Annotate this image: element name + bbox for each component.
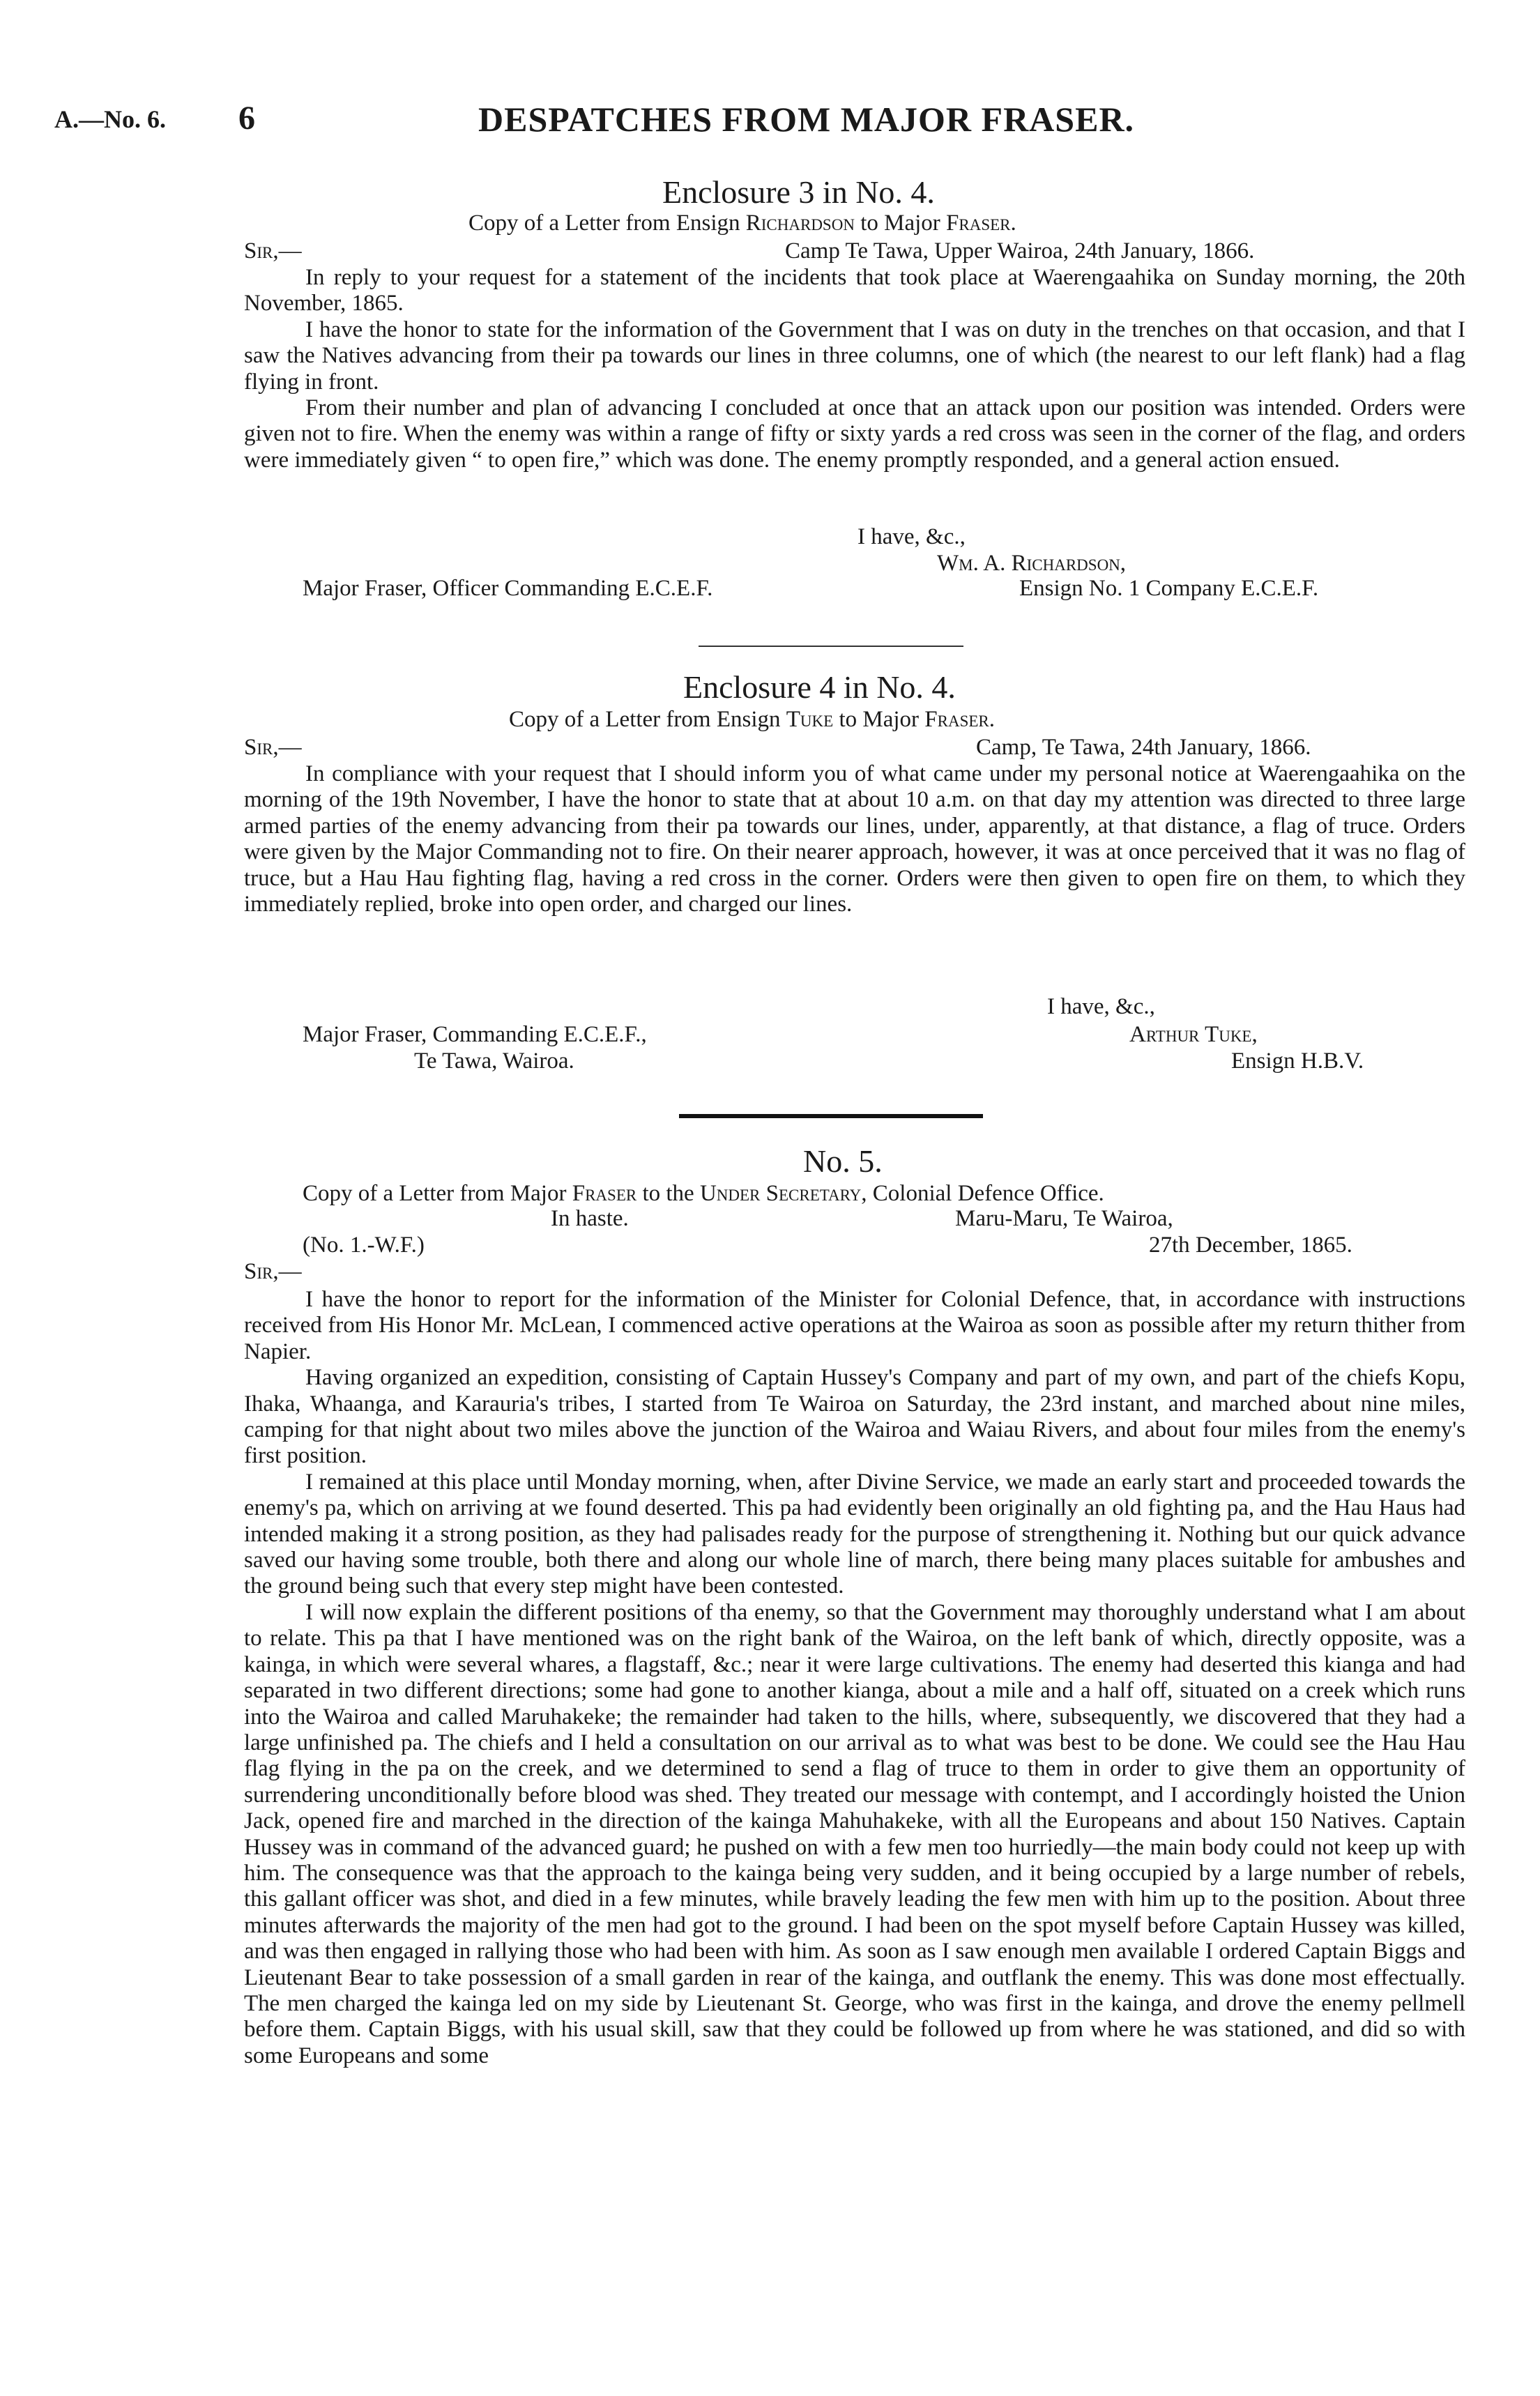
section-divider: [699, 646, 963, 647]
paragraph: I have the honor to state for the information of the Government that I was on duty in the trenches on that occasion, and that I saw the Natives advancing from their pa towards our lines in three columns, one of which (the nearest to our left flank) had a flag flying in front.: [244, 316, 1465, 395]
date: 27th December, 1865.: [1149, 1233, 1352, 1258]
reference-number: (No. 1.-W.F.): [303, 1233, 425, 1258]
enclosure-4-subheading: Copy of a Letter from Ensign Tuke to Major Fraser.: [509, 707, 996, 732]
enclosure-3-heading: Enclosure 3 in No. 4.: [662, 174, 935, 210]
paragraph: In compliance with your request that I should inform you of what came under my personal notice at Waerengaahika on the morning of the 19th November, I have the honor to state that at about 10 a.m. on that day my attention was directed to three large armed parties of the enemy advancing from their pa towards our lines, under, apparently, at that distance, a flag of truce. Orders were given by the Major Commanding not to fire. On their nearer approach, however, it was at once perceived that it was no flag of truce, but a Hau Hau fighting flag, having a red cross in the corner. Orders were then given to open fire on them, to which they immediately replied, broke into open order, and charged our lines.: [244, 761, 1465, 917]
signature: Arthur Tuke,: [1129, 1022, 1258, 1047]
enclosure-4-heading: Enclosure 4 in No. 4.: [683, 669, 956, 705]
salutation: Sir,—: [244, 735, 302, 760]
place-date: Camp, Te Tawa, 24th January, 1866.: [976, 735, 1311, 760]
signatory-rank: Ensign No. 1 Company E.C.E.F.: [1019, 576, 1319, 601]
letter-heading: No. 5.: [803, 1143, 883, 1179]
signature: Wm. A. Richardson,: [937, 551, 1127, 576]
paragraph: I remained at this place until Monday morning, when, after Divine Service, we made an early start and proceeded towards the enemy's pa, which on arriving at we found deserted. This pa had evidently been originally an old fighting pa, and the Hau Haus had intended making it a strong position, as they had palisades ready for the purpose of strengthening it. Nothing but our quick advance saved our having some trouble, both there and along our whole line of march, there being many places suitable for ambushes and the ground being such that every step might have been contested.: [244, 1469, 1465, 1599]
addressee-location: Te Tawa, Wairoa.: [414, 1048, 574, 1074]
enclosure-3-subheading: Copy of a Letter from Ensign Richardson to Major Fraser.: [468, 211, 1016, 236]
addressee: Major Fraser, Officer Commanding E.C.E.F.: [303, 576, 713, 601]
paragraph: From their number and plan of advancing I concluded at once that an attack upon our position was intended. Orders were given not to fire. When the enemy was within a range of fifty or sixty yards a red cross was seen in the corner of the flag, and orders were immediately given “ to open fire,” which was done. The enemy promptly responded, and a general action ensued.: [244, 395, 1465, 473]
place: Maru-Maru, Te Wairoa,: [955, 1206, 1173, 1231]
letter-body: [244, 265, 1465, 473]
paragraph: I have the honor to report for the information of the Minister for Colonial Defence, that, in accordance with instructions received from His Honor Mr. McLean, I commenced active operations at the Wairoa as soon as possible after my return thither from Napier.: [244, 1287, 1465, 1364]
page-title: DESPATCHES FROM MAJOR FRASER.: [478, 100, 1135, 139]
paragraph: In reply to your request for a statement of the incidents that took place at Waerengaahika on Sunday morning, the 20th November, 1865.: [244, 265, 1465, 316]
letter-body: [244, 1287, 1465, 2069]
letter-subheading: Copy of a Letter from Major Fraser to the Under Secretary, Colonial Defence Office.: [303, 1181, 1104, 1206]
salutation: Sir,—: [244, 238, 302, 264]
signatory-rank: Ensign H.B.V.: [1231, 1048, 1364, 1074]
series-number: A.—No. 6.: [54, 105, 166, 133]
letter-body: [244, 761, 1465, 917]
paragraph: Having organized an expedition, consisting of Captain Hussey's Company and part of my own, and part of the chiefs Kopu, Ihaka, Whaanga, and Karauria's tribes, I started from Te Wairoa on Saturday, the 23rd instant, and marched about nine miles, camping for that night about two miles above the junction of the Wairoa and Waiau Rivers, and about four miles from the enemy's first position.: [244, 1365, 1465, 1469]
closing: I have, &c.,: [857, 524, 966, 549]
paragraph: I will now explain the different positions of tha enemy, so that the Government may thoroughly understand what I am about to relate. This pa that I have mentioned was on the right bank of the Wairoa, on the left bank of which, directly opposite, was a kainga, in which were several whares, a flagstaff, &c.; near it were large cultivations. The enemy had deserted this kianga and had separated in two different directions; some had gone to another kianga, about a mile and a half off, situated on a creek which runs into the Wairoa and called Maruhakeke; the remainder had taken to the hills, where, subsequently, we discovered that they had a large unfinished pa. The chiefs and I held a consultation on our arrival as to what was best to be done. We could see the Hau Hau flag flying in the pa on the creek, and we determined to send a flag of truce to them in order to give them an opportunity of surrendering unconditionally before blood was shed. They treated our message with contempt, and I accordingly hoisted the Union Jack, opened fire and marched in the direction of the kainga Mahuhakeke, with all the Europeans and about 150 Natives. Captain Hussey was in command of the advanced guard; he pushed on with a few men too hurriedly—the main body could not keep up with him. The consequence was that the approach to the kainga being very sudden, and it being occupied by a large number of rebels, this gallant officer was shot, and died in a few minutes, while bravely leading the few men with him up to the position. About three minutes afterwards the majority of the men had got to the ground. I had been on the spot myself before Captain Hussey was killed, and was then engaged in rallying those who had been with him. As soon as I saw enough men available I ordered Captain Biggs and Lieutenant Bear to take possession of a small garden in rear of the kainga, and outflank the enemy. This was done most effectually. The men charged the kainga led on my side by Lieutenant St. George, who was first in the kainga, and drove the enemy pellmell before them. Captain Biggs, with his usual skill, saw that they could be followed up from where he was stationed, and did so with some Europeans and some: [244, 1599, 1465, 2068]
closing: I have, &c.,: [1047, 994, 1155, 1019]
salutation: Sir,—: [244, 1259, 302, 1284]
page-number: 6: [238, 100, 255, 137]
addressee: Major Fraser, Commanding E.C.E.F.,: [303, 1022, 647, 1047]
section-divider-thick: [679, 1114, 983, 1118]
haste-note: In haste.: [551, 1206, 629, 1231]
place-date: Camp Te Tawa, Upper Wairoa, 24th January, 1866.: [785, 238, 1255, 264]
